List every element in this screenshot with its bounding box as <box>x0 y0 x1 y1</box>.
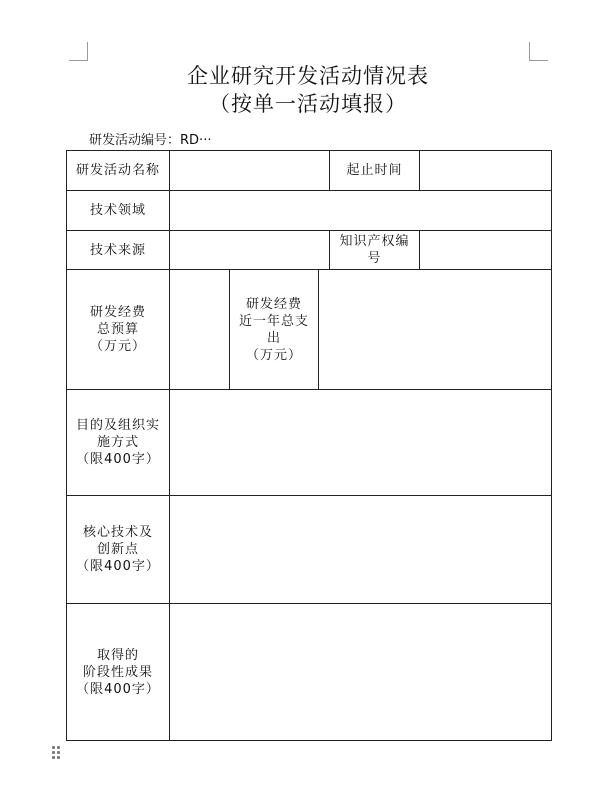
row-tech-source <box>67 231 552 270</box>
ip-number-input[interactable] <box>420 231 552 270</box>
tech-field-input[interactable] <box>170 191 552 231</box>
purpose-label-line: 目的及组织实 <box>75 418 160 433</box>
ip-number-label: 知识产权编号 <box>330 231 420 270</box>
page-corner-top-left <box>69 42 88 61</box>
activity-code-value[interactable]: RD··· <box>180 133 212 148</box>
total-budget-unit: （万元） <box>89 339 146 354</box>
total-budget-label <box>67 270 170 390</box>
annual-spend-input[interactable] <box>319 270 552 390</box>
total-budget-input[interactable] <box>170 270 230 390</box>
purpose-label <box>67 390 170 496</box>
activity-code-label: 研发活动编号： <box>89 133 181 148</box>
tech-source-input[interactable] <box>170 231 330 270</box>
annual-spend-unit: （万元） <box>245 347 302 363</box>
core-tech-label-line: 核心技术及 <box>82 525 153 540</box>
results-label-line: 阶段性成果 <box>82 664 153 680</box>
row-purpose <box>67 390 552 496</box>
form-subtitle: （按单一活动填报） <box>209 92 407 116</box>
tech-field-label: 技术领域 <box>67 191 170 231</box>
results-label <box>67 604 170 741</box>
results-limit: （限400字） <box>76 681 160 697</box>
row-activity-name <box>67 151 552 191</box>
period-field[interactable] <box>420 151 552 191</box>
total-budget-label-line: 总预算 <box>96 322 139 337</box>
row-budget <box>67 270 552 390</box>
core-tech-limit: （限400字） <box>76 559 160 574</box>
purpose-label-line: 施方式 <box>96 435 139 450</box>
period-label: 起止时间 <box>330 151 420 191</box>
row-results <box>67 604 552 741</box>
purpose-input[interactable] <box>170 390 552 496</box>
results-input[interactable] <box>170 604 552 741</box>
activity-form-table <box>66 150 552 741</box>
tech-source-label: 技术来源 <box>67 231 170 270</box>
annual-spend-label-line: 近一年总支出 <box>238 313 309 346</box>
core-tech-input[interactable] <box>170 496 552 604</box>
activity-name-field[interactable] <box>170 151 330 191</box>
page-corner-top-right <box>529 42 548 61</box>
form-title: 企业研究开发活动情况表 <box>187 64 429 88</box>
row-core-tech <box>67 496 552 604</box>
purpose-limit: （限400字） <box>76 452 160 467</box>
drag-handle-icon[interactable] <box>52 746 62 760</box>
annual-spend-label <box>230 270 319 390</box>
core-tech-label <box>67 496 170 604</box>
total-budget-label-line: 研发经费 <box>89 305 146 320</box>
core-tech-label-line: 创新点 <box>96 542 139 557</box>
row-tech-field <box>67 191 552 231</box>
activity-code <box>89 129 211 148</box>
annual-spend-label-line: 研发经费 <box>245 296 302 312</box>
activity-name-label: 研发活动名称 <box>67 151 170 191</box>
results-label-line: 取得的 <box>96 647 139 663</box>
